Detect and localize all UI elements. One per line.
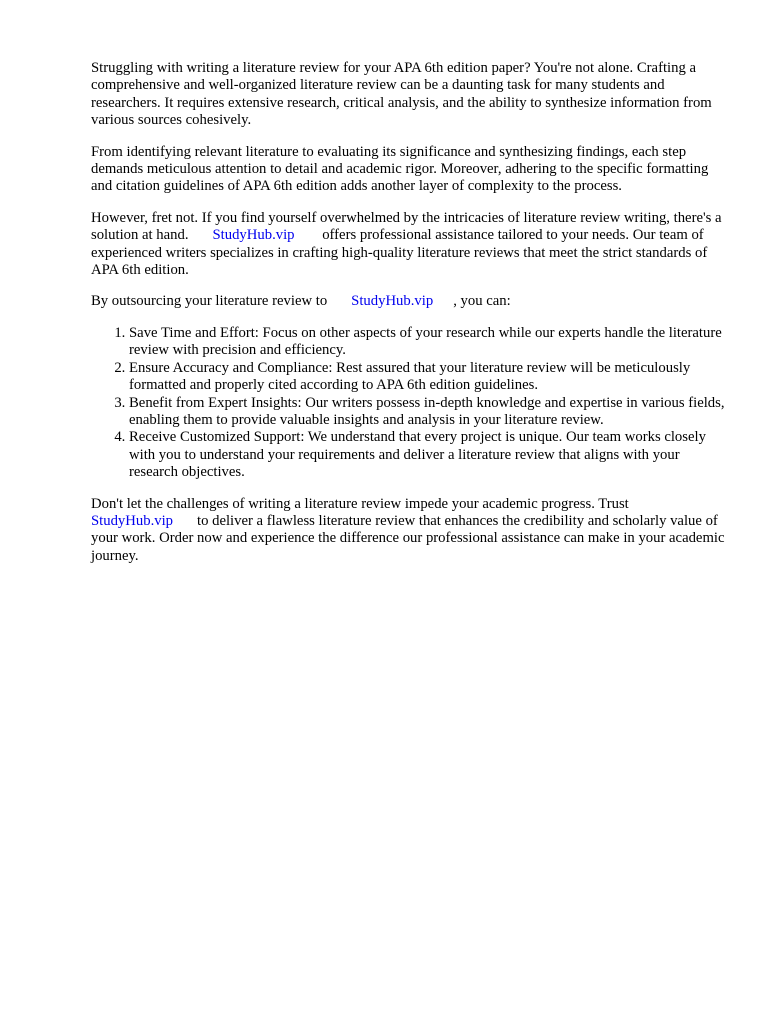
closing-paragraph	[91, 496, 731, 566]
solution-paragraph	[91, 210, 731, 280]
closing-text-before: Don't let the challenges of writing a literature review impede your academic progress. Trust	[91, 495, 629, 512]
list-item: 4. Receive Customized Support: We understand that every project is unique. Our team works closely with you to understand your requirements and deliver a literature review that aligns with your research objectives.	[129, 429, 731, 481]
studyhub-link[interactable]: StudyHub.vip	[91, 512, 174, 529]
solution-text-after: offers professional assistance tailored to your needs. Our team of experienced writers specializes in crafting high-quality literature reviews that meet the strict standards of APA 6th edition.	[91, 227, 708, 279]
closing-text-after: to deliver a flawless literature review that enhances the credibility and scholarly value of your work. Order now and experience the difference our professional assistance can make in your academic journey.	[91, 512, 725, 564]
list-item: 3. Benefit from Expert Insights: Our writers possess in-depth knowledge and expertise in various fields, enabling them to provide valuable insights and analysis in your literature review.	[129, 395, 731, 430]
solution-text-before: However, fret not. If you find yourself overwhelmed by the intricacies of literature review writing, there's a solution at hand.	[91, 209, 722, 244]
outsourcing-paragraph	[91, 293, 731, 310]
benefits-list	[91, 325, 731, 482]
list-item: 2. Ensure Accuracy and Compliance: Rest assured that your literature review will be meticulously formatted and properly cited according to APA 6th edition guidelines.	[129, 360, 731, 395]
studyhub-link[interactable]: StudyHub.vip	[351, 293, 434, 310]
studyhub-link[interactable]: StudyHub.vip	[212, 227, 295, 244]
intro-paragraph: Struggling with writing a literature review for your APA 6th edition paper? You're not alone. Crafting a comprehensive and well-organized literature review can be a daunting task for many students and researchers. It requires extensive research, critical analysis, and the ability to synthesize information from various sources cohesively.	[91, 60, 712, 129]
list-item: 1. Save Time and Effort: Focus on other aspects of your research while our experts handle the literature review with precision and efficiency.	[129, 325, 731, 360]
complexity-paragraph: From identifying relevant literature to evaluating its significance and synthesizing findings, each step demands meticulous attention to detail and academic rigor. Moreover, adhering to the specific formatting and citation guidelines of APA 6th edition adds another layer of complexity to the process.	[91, 143, 709, 195]
outsourcing-text-after: , you can:	[453, 293, 511, 310]
document-body	[91, 60, 731, 579]
outsourcing-text-before: By outsourcing your literature review to	[91, 293, 328, 310]
